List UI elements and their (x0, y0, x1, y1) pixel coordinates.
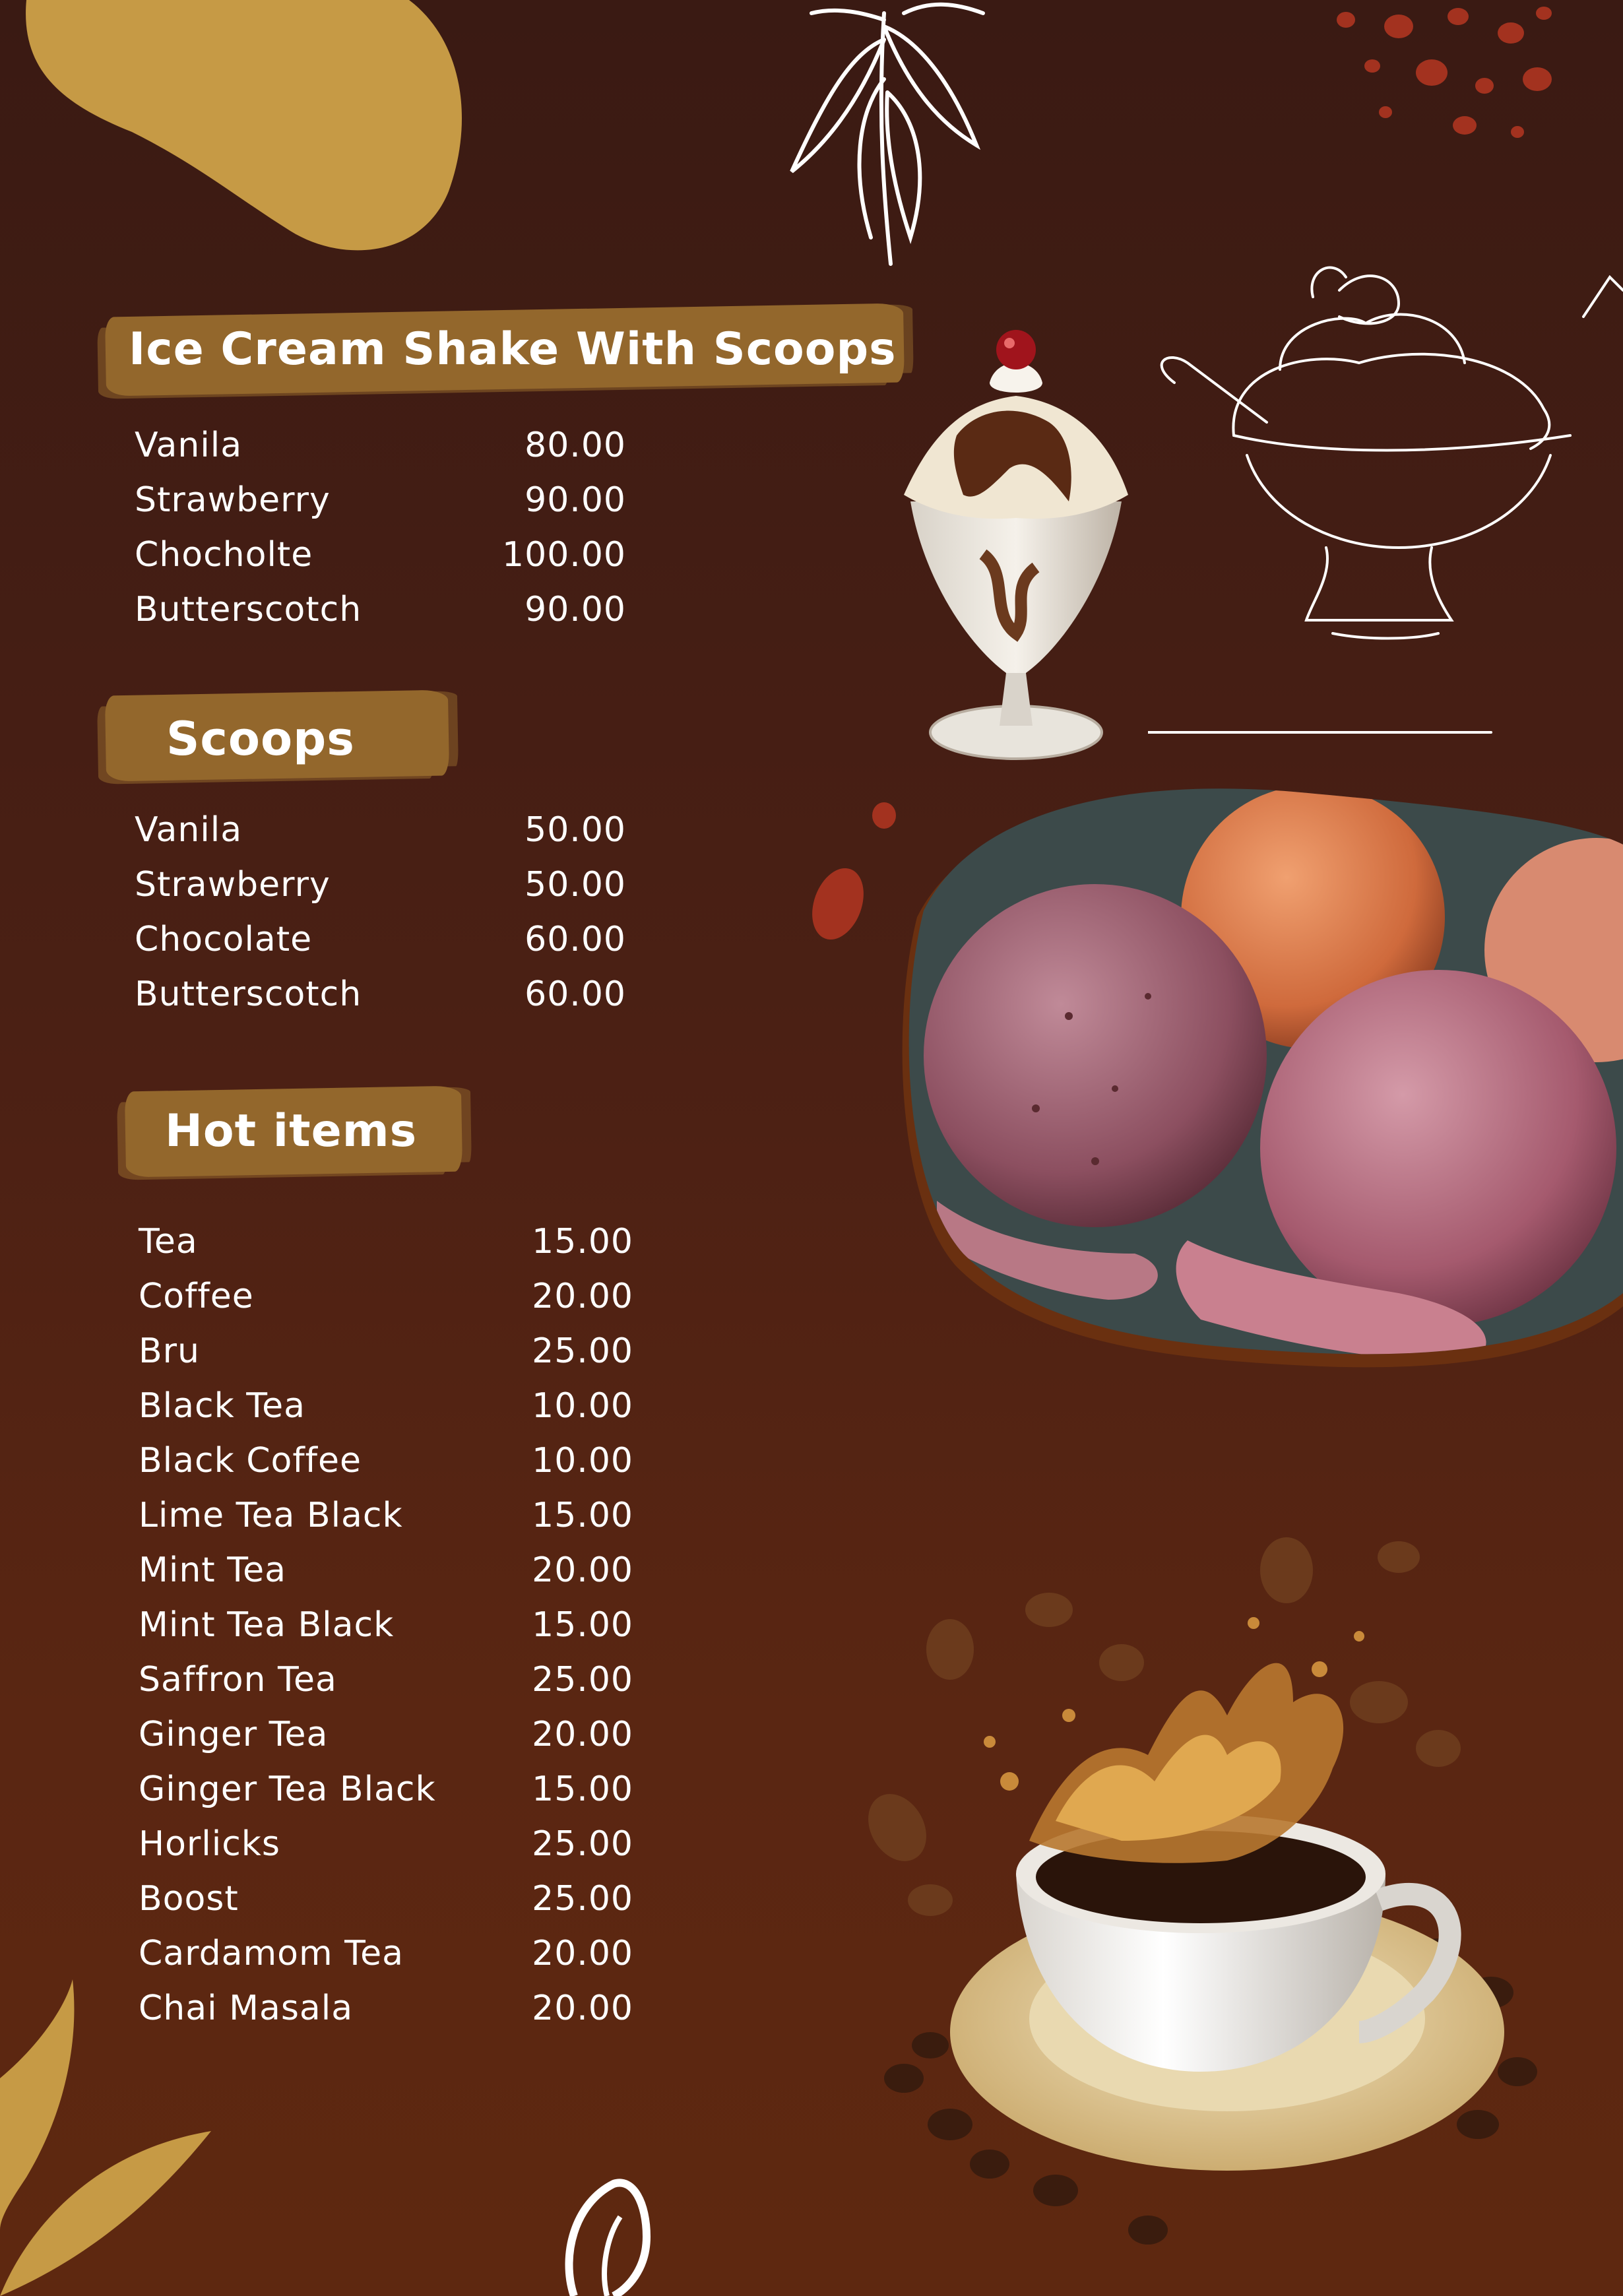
leaf-outline-icon (548, 2177, 680, 2296)
list-item (139, 1602, 633, 1648)
item-name: Black Coffee (139, 1441, 362, 1481)
hot-items-menu-list (139, 1219, 633, 2037)
list-item (135, 477, 626, 523)
section-title-hot-items: Hot items (165, 1105, 418, 1157)
item-name: Lime Tea Black (139, 1496, 403, 1535)
list-item (139, 1492, 633, 1539)
gold-blob-icon (0, 0, 475, 264)
item-price: 25.00 (532, 1660, 633, 1700)
item-name: Tea (139, 1222, 198, 1261)
red-dots-icon (1320, 0, 1570, 152)
item-price: 100.00 (502, 535, 626, 575)
list-item (135, 916, 626, 963)
item-price: 20.00 (532, 1934, 633, 1973)
list-item (139, 1219, 633, 1265)
shake-menu-list (135, 422, 626, 640)
red-droplet-icon (805, 792, 897, 950)
item-price: 60.00 (525, 974, 626, 1014)
item-name: Butterscotch (135, 974, 362, 1014)
list-item (139, 1438, 633, 1484)
scoops-menu-list (135, 807, 626, 1025)
item-price: 50.00 (525, 810, 626, 850)
item-name: Vanila (135, 426, 243, 465)
item-name: Saffron Tea (139, 1660, 337, 1700)
list-item (139, 1930, 633, 1977)
list-item (139, 1383, 633, 1429)
item-name: Ginger Tea (139, 1715, 329, 1754)
sundae-sketch-icon (1148, 238, 1623, 739)
item-price: 15.00 (532, 1605, 633, 1645)
item-price: 15.00 (532, 1770, 633, 1809)
item-name: Butterscotch (135, 590, 362, 629)
leaf-sketch-icon (752, 0, 1003, 277)
item-price: 90.00 (525, 480, 626, 520)
list-item (135, 807, 626, 853)
list-item (139, 1821, 633, 1867)
item-name: Mint Tea (139, 1550, 286, 1590)
item-name: Coffee (139, 1277, 254, 1316)
item-price: 10.00 (532, 1441, 633, 1481)
item-price: 15.00 (532, 1222, 633, 1261)
item-name: Cardamom Tea (139, 1934, 404, 1973)
item-price: 15.00 (532, 1496, 633, 1535)
item-name: Chocolate (135, 920, 313, 959)
list-item (135, 532, 626, 578)
list-item (135, 587, 626, 633)
item-name: Mint Tea Black (139, 1605, 395, 1645)
list-item (139, 1876, 633, 1922)
list-item (139, 1273, 633, 1320)
item-name: Chocholte (135, 535, 313, 575)
list-item (135, 422, 626, 468)
item-price: 10.00 (532, 1386, 633, 1426)
list-item (139, 1985, 633, 2031)
list-item (139, 1766, 633, 1812)
list-item (139, 1547, 633, 1593)
item-name: Strawberry (135, 865, 331, 905)
item-price: 20.00 (532, 1550, 633, 1590)
item-name: Chai Masala (139, 1989, 354, 2028)
item-name: Ginger Tea Black (139, 1770, 436, 1809)
list-item (139, 1657, 633, 1703)
item-name: Black Tea (139, 1386, 306, 1426)
item-price: 20.00 (532, 1277, 633, 1316)
item-price: 25.00 (532, 1824, 633, 1864)
list-item (139, 1711, 633, 1758)
coffee-cup-splash-icon (858, 1531, 1583, 2256)
item-price: 90.00 (525, 590, 626, 629)
item-price: 20.00 (532, 1989, 633, 2028)
item-price: 20.00 (532, 1715, 633, 1754)
item-price: 25.00 (532, 1879, 633, 1919)
item-price: 25.00 (532, 1331, 633, 1371)
sundae-glass-icon (884, 303, 1148, 779)
section-title-scoops: Scoops (166, 712, 355, 766)
item-name: Boost (139, 1879, 239, 1919)
item-name: Bru (139, 1331, 201, 1371)
item-name: Horlicks (139, 1824, 280, 1864)
list-item (135, 862, 626, 908)
item-price: 60.00 (525, 920, 626, 959)
item-name: Strawberry (135, 480, 331, 520)
list-item (135, 971, 626, 1017)
item-price: 50.00 (525, 865, 626, 905)
item-price: 80.00 (525, 426, 626, 465)
list-item (139, 1328, 633, 1374)
ice-cream-scoops-icon (897, 779, 1623, 1386)
section-title-shake: Ice Cream Shake With Scoops (129, 323, 897, 375)
item-name: Vanila (135, 810, 243, 850)
